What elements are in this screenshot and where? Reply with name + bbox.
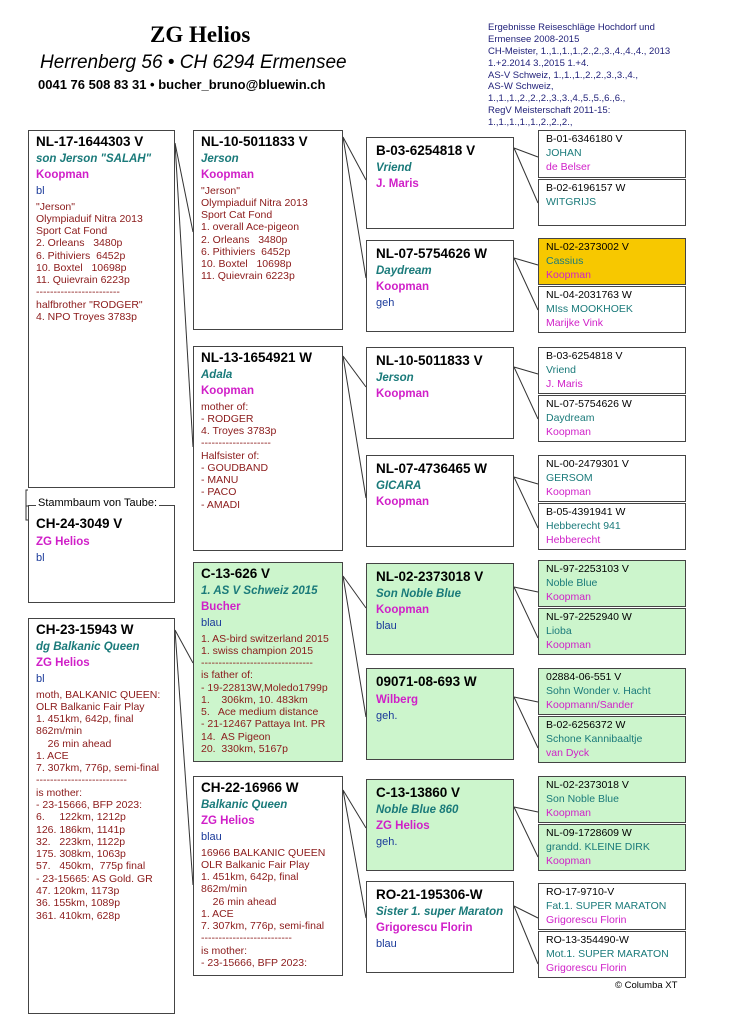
sire-dam-card — [193, 346, 343, 551]
gen4-name: Lioba — [546, 625, 572, 638]
gen3-name: GICARA — [376, 479, 422, 492]
subject-card — [28, 505, 175, 603]
gen3-card — [366, 668, 514, 760]
sire-card — [28, 130, 175, 488]
gen4-card — [538, 179, 686, 226]
dam-dam-info: 16966 BALKANIC QUEEN OLR Balkanic Fair Play 1. 451km, 642p, final 862m/min 26 min ahead 1. ACE 7. 307km, 776p, semi-final -------------------------- is mother: - 23-15666, BFP 2023: — [201, 846, 326, 970]
gen4-name: Vriend — [546, 364, 576, 377]
gen4-name: Noble Blue — [546, 577, 598, 590]
gen3-name: Vriend — [376, 161, 412, 174]
gen4-ring: RO-17-9710-V — [546, 886, 615, 898]
gen4-name: Daydream — [546, 412, 595, 425]
gen3-name: Noble Blue 860 — [376, 803, 459, 816]
gen4-ring: NL-00-2479301 V — [546, 458, 629, 470]
gen4-card — [538, 608, 686, 655]
gen3-name: Son Noble Blue — [376, 587, 461, 600]
gen4-name: Sohn Wonder v. Hacht — [546, 685, 651, 698]
gen3-ring: NL-07-4736465 W — [376, 461, 488, 476]
gen3-ring: C-13-13860 V — [376, 785, 461, 800]
gen4-ring: B-03-6254818 V — [546, 350, 623, 362]
stammbaum-label: Stammbaum von Taube: — [38, 497, 158, 509]
dam-breeder: ZG Helios — [36, 656, 90, 669]
gen4-card — [538, 931, 686, 978]
gen3-color: geh. — [376, 835, 398, 848]
gen4-card — [538, 503, 686, 550]
sire-sire-card — [193, 130, 343, 330]
gen3-name: Sister 1. super Maraton — [376, 905, 504, 918]
gen3-ring: B-03-6254818 V — [376, 143, 476, 158]
gen3-card — [366, 779, 514, 871]
gen4-breeder: Grigorescu Florin — [546, 914, 627, 927]
gen4-breeder: de Belser — [546, 161, 591, 174]
gen3-ring: NL-10-5011833 V — [376, 353, 483, 368]
gen4-name: Fat.1. SUPER MARATON — [546, 900, 667, 913]
gen4-breeder: J. Maris — [546, 378, 583, 391]
gen4-breeder: Grigorescu Florin — [546, 962, 627, 975]
gen4-breeder: Koopman — [546, 807, 591, 820]
dam-sire-card — [193, 562, 343, 762]
gen4-ring: RO-13-354490-W — [546, 934, 629, 946]
gen4-name: WITGRIJS — [546, 196, 597, 209]
gen4-card — [538, 776, 686, 823]
gen4-name: Hebberecht 941 — [546, 520, 621, 533]
sire-dam-breeder: Koopman — [201, 384, 255, 397]
gen4-name: MIss MOOKHOEK — [546, 303, 633, 316]
gen3-breeder: Koopman — [376, 495, 430, 508]
gen3-ring: NL-02-2373018 V — [376, 569, 484, 584]
gen4-name: GERSOM — [546, 472, 593, 485]
loft-contact: 0041 76 508 83 31 • bucher_bruno@bluewin.ch — [38, 77, 326, 92]
copyright-footer: © Columba XT — [615, 980, 678, 991]
loft-title: ZG Helios — [150, 22, 251, 47]
gen4-breeder: Koopman — [546, 269, 591, 282]
gen4-card — [538, 560, 686, 607]
gen4-card — [538, 883, 686, 930]
sire-sire-name: Jerson — [201, 152, 239, 165]
dam-sire-name: 1. AS V Schweiz 2015 — [201, 584, 318, 597]
gen4-ring: NL-02-2373018 V — [546, 779, 629, 791]
sire-ring: NL-17-1644303 V — [36, 134, 144, 149]
gen3-name: Daydream — [376, 264, 432, 277]
gen4-ring: NL-97-2252940 W — [546, 611, 632, 623]
dam-dam-card — [193, 776, 343, 976]
sire-color: bl — [36, 184, 45, 197]
gen4-breeder: van Dyck — [546, 747, 590, 760]
dam-sire-info: 1. AS-bird switzerland 2015 1. swiss champion 2015 -------------------------------- is father of: - 19-22813W,Moledo1799p 1. 306km, 10. 483km 5. Ace medium distance - 21-12467 Pattaya Int. PR 14. AS Pigeon 20. 330km, 5167p — [201, 632, 329, 756]
sire-info: "Jerson" Olympiaduif Nitra 2013 Sport Cat Fond 2. Orleans 3480p 6. Pithiviers 6452p 10. Boxtel 10698p 11. Quievrain 6223p ------------------------ halfbrother "RODGER" 4. NPO Troyes 3783p — [36, 200, 143, 324]
gen3-card — [366, 455, 514, 547]
gen4-breeder: Hebberecht — [546, 534, 601, 547]
dam-dam-name: Balkanic Queen — [201, 798, 288, 811]
gen4-ring: NL-04-2031763 W — [546, 289, 632, 301]
subject-breeder: ZG Helios — [36, 535, 90, 548]
dam-dam-color: blau — [201, 830, 222, 843]
dam-name: dg Balkanic Queen — [36, 640, 140, 653]
gen4-ring: 02884-06-551 V — [546, 671, 622, 683]
gen3-breeder: Wilberg — [376, 693, 419, 706]
sire-sire-breeder: Koopman — [201, 168, 255, 181]
gen4-ring: B-05-4391941 W — [546, 506, 626, 518]
gen4-card — [538, 286, 686, 333]
gen3-breeder: Grigorescu Florin — [376, 921, 473, 934]
gen3-card — [366, 240, 514, 332]
gen4-card — [538, 347, 686, 394]
gen4-name: Mot.1. SUPER MARATON — [546, 948, 669, 961]
sire-breeder: Koopman — [36, 168, 90, 181]
gen3-color: geh — [376, 296, 395, 309]
dam-card — [28, 618, 175, 1014]
gen4-card — [538, 455, 686, 502]
gen4-breeder: Marijke Vink — [546, 317, 603, 330]
gen3-breeder: J. Maris — [376, 177, 419, 190]
gen4-card — [538, 238, 686, 285]
gen4-ring: NL-09-1728609 W — [546, 827, 632, 839]
gen4-breeder: Koopman — [546, 486, 591, 499]
dam-sire-breeder: Bucher — [201, 600, 241, 613]
results-summary: Ergebnisse Reiseschläge Hochdorf und Ermensee 2008-2015 CH-Meister, 1.,1.,1.,1.,2.,2.,3.,4.,4.,4., 2013 1.+2.2014 3.,2015 1.+4. AS-V Schweiz, 1.,1.,1.,2.,2.,3.,3.,4., AS-W Schweiz, 1.,1.,1.,2.,2.,2.,3.,3.,4.,5.,5.,6.,6., RegV Meisterschaft 2011-15: 1.,1.,1.,1.,1.,2.,2.,2., — [488, 22, 671, 128]
gen3-ring: 09071-08-693 W — [376, 674, 477, 689]
gen4-name: Son Noble Blue — [546, 793, 619, 806]
gen3-card — [366, 137, 514, 229]
gen3-card — [366, 563, 514, 655]
gen3-breeder: Koopman — [376, 603, 430, 616]
dam-color: bl — [36, 672, 45, 685]
gen4-ring: NL-97-2253103 V — [546, 563, 629, 575]
gen4-ring: B-01-6346180 V — [546, 133, 623, 145]
gen3-breeder: ZG Helios — [376, 819, 430, 832]
gen4-ring: B-02-6256372 W — [546, 719, 626, 731]
gen3-card — [366, 347, 514, 439]
sire-name: son Jerson "SALAH" — [36, 152, 152, 165]
gen3-name: Jerson — [376, 371, 414, 384]
loft-address: Herrenberg 56 • CH 6294 Ermensee — [40, 52, 347, 73]
subject-color: bl — [36, 551, 45, 564]
sire-dam-info: mother of: - RODGER 4. Troyes 3783p -------------------- Halfsister of: - GOUDBAND - MANU - PACO - AMADI — [201, 400, 277, 511]
dam-info: moth, BALKANIC QUEEN: OLR Balkanic Fair Play 1. 451km, 642p, final 862m/min 26 min ahead 1. ACE 7. 307km, 776p, semi-final -------------------------- is mother: - 23-15666, BFP 2023: 6. 122km, 1212p 126. 186km, 1141p 32. 223km, 1122p 175. 308km, 1063p 57. 450km, 775p final - 23-15665: AS Gold. GR 47. 120km, 1173p 36. 155km, 1089p 361. 410km, 628p — [36, 688, 161, 922]
gen4-name: Cassius — [546, 255, 584, 268]
gen3-breeder: Koopman — [376, 387, 430, 400]
gen3-color: blau — [376, 619, 397, 632]
gen4-ring: NL-07-5754626 W — [546, 398, 632, 410]
gen3-ring: NL-07-5754626 W — [376, 246, 488, 261]
gen4-ring: NL-02-2373002 V — [546, 241, 629, 253]
sire-dam-ring: NL-13-1654921 W — [201, 350, 313, 365]
gen4-breeder: Koopmann/Sander — [546, 699, 634, 712]
sire-sire-info: "Jerson" Olympiaduif Nitra 2013 Sport Cat Fond 1. overall Ace-pigeon 2. Orleans 3480p 6. Pithiviers 6452p 10. Boxtel 10698p 11. Quievrain 6223p — [201, 184, 308, 283]
gen4-card — [538, 824, 686, 871]
gen3-color: blau — [376, 937, 397, 950]
dam-ring: CH-23-15943 W — [36, 622, 134, 637]
gen3-card — [366, 881, 514, 973]
gen4-name: Schone Kannibaaltje — [546, 733, 643, 746]
gen3-color: geh. — [376, 709, 398, 722]
gen4-card — [538, 716, 686, 763]
sire-sire-ring: NL-10-5011833 V — [201, 134, 308, 149]
gen4-breeder: Koopman — [546, 426, 591, 439]
gen4-breeder: Koopman — [546, 855, 591, 868]
subject-ring: CH-24-3049 V — [36, 516, 123, 531]
dam-sire-ring: C-13-626 V — [201, 566, 271, 581]
gen4-ring: B-02-6196157 W — [546, 182, 626, 194]
gen4-card — [538, 395, 686, 442]
sire-dam-name: Adala — [201, 368, 233, 381]
gen4-card — [538, 668, 686, 715]
gen4-card — [538, 130, 686, 178]
gen3-breeder: Koopman — [376, 280, 430, 293]
gen4-breeder: Koopman — [546, 591, 591, 604]
dam-dam-breeder: ZG Helios — [201, 814, 255, 827]
gen3-ring: RO-21-195306-W — [376, 887, 483, 902]
dam-sire-color: blau — [201, 616, 222, 629]
gen4-name: grandd. KLEINE DIRK — [546, 841, 650, 854]
gen4-breeder: Koopman — [546, 639, 591, 652]
dam-dam-ring: CH-22-16966 W — [201, 780, 299, 795]
gen4-name: JOHAN — [546, 147, 582, 160]
